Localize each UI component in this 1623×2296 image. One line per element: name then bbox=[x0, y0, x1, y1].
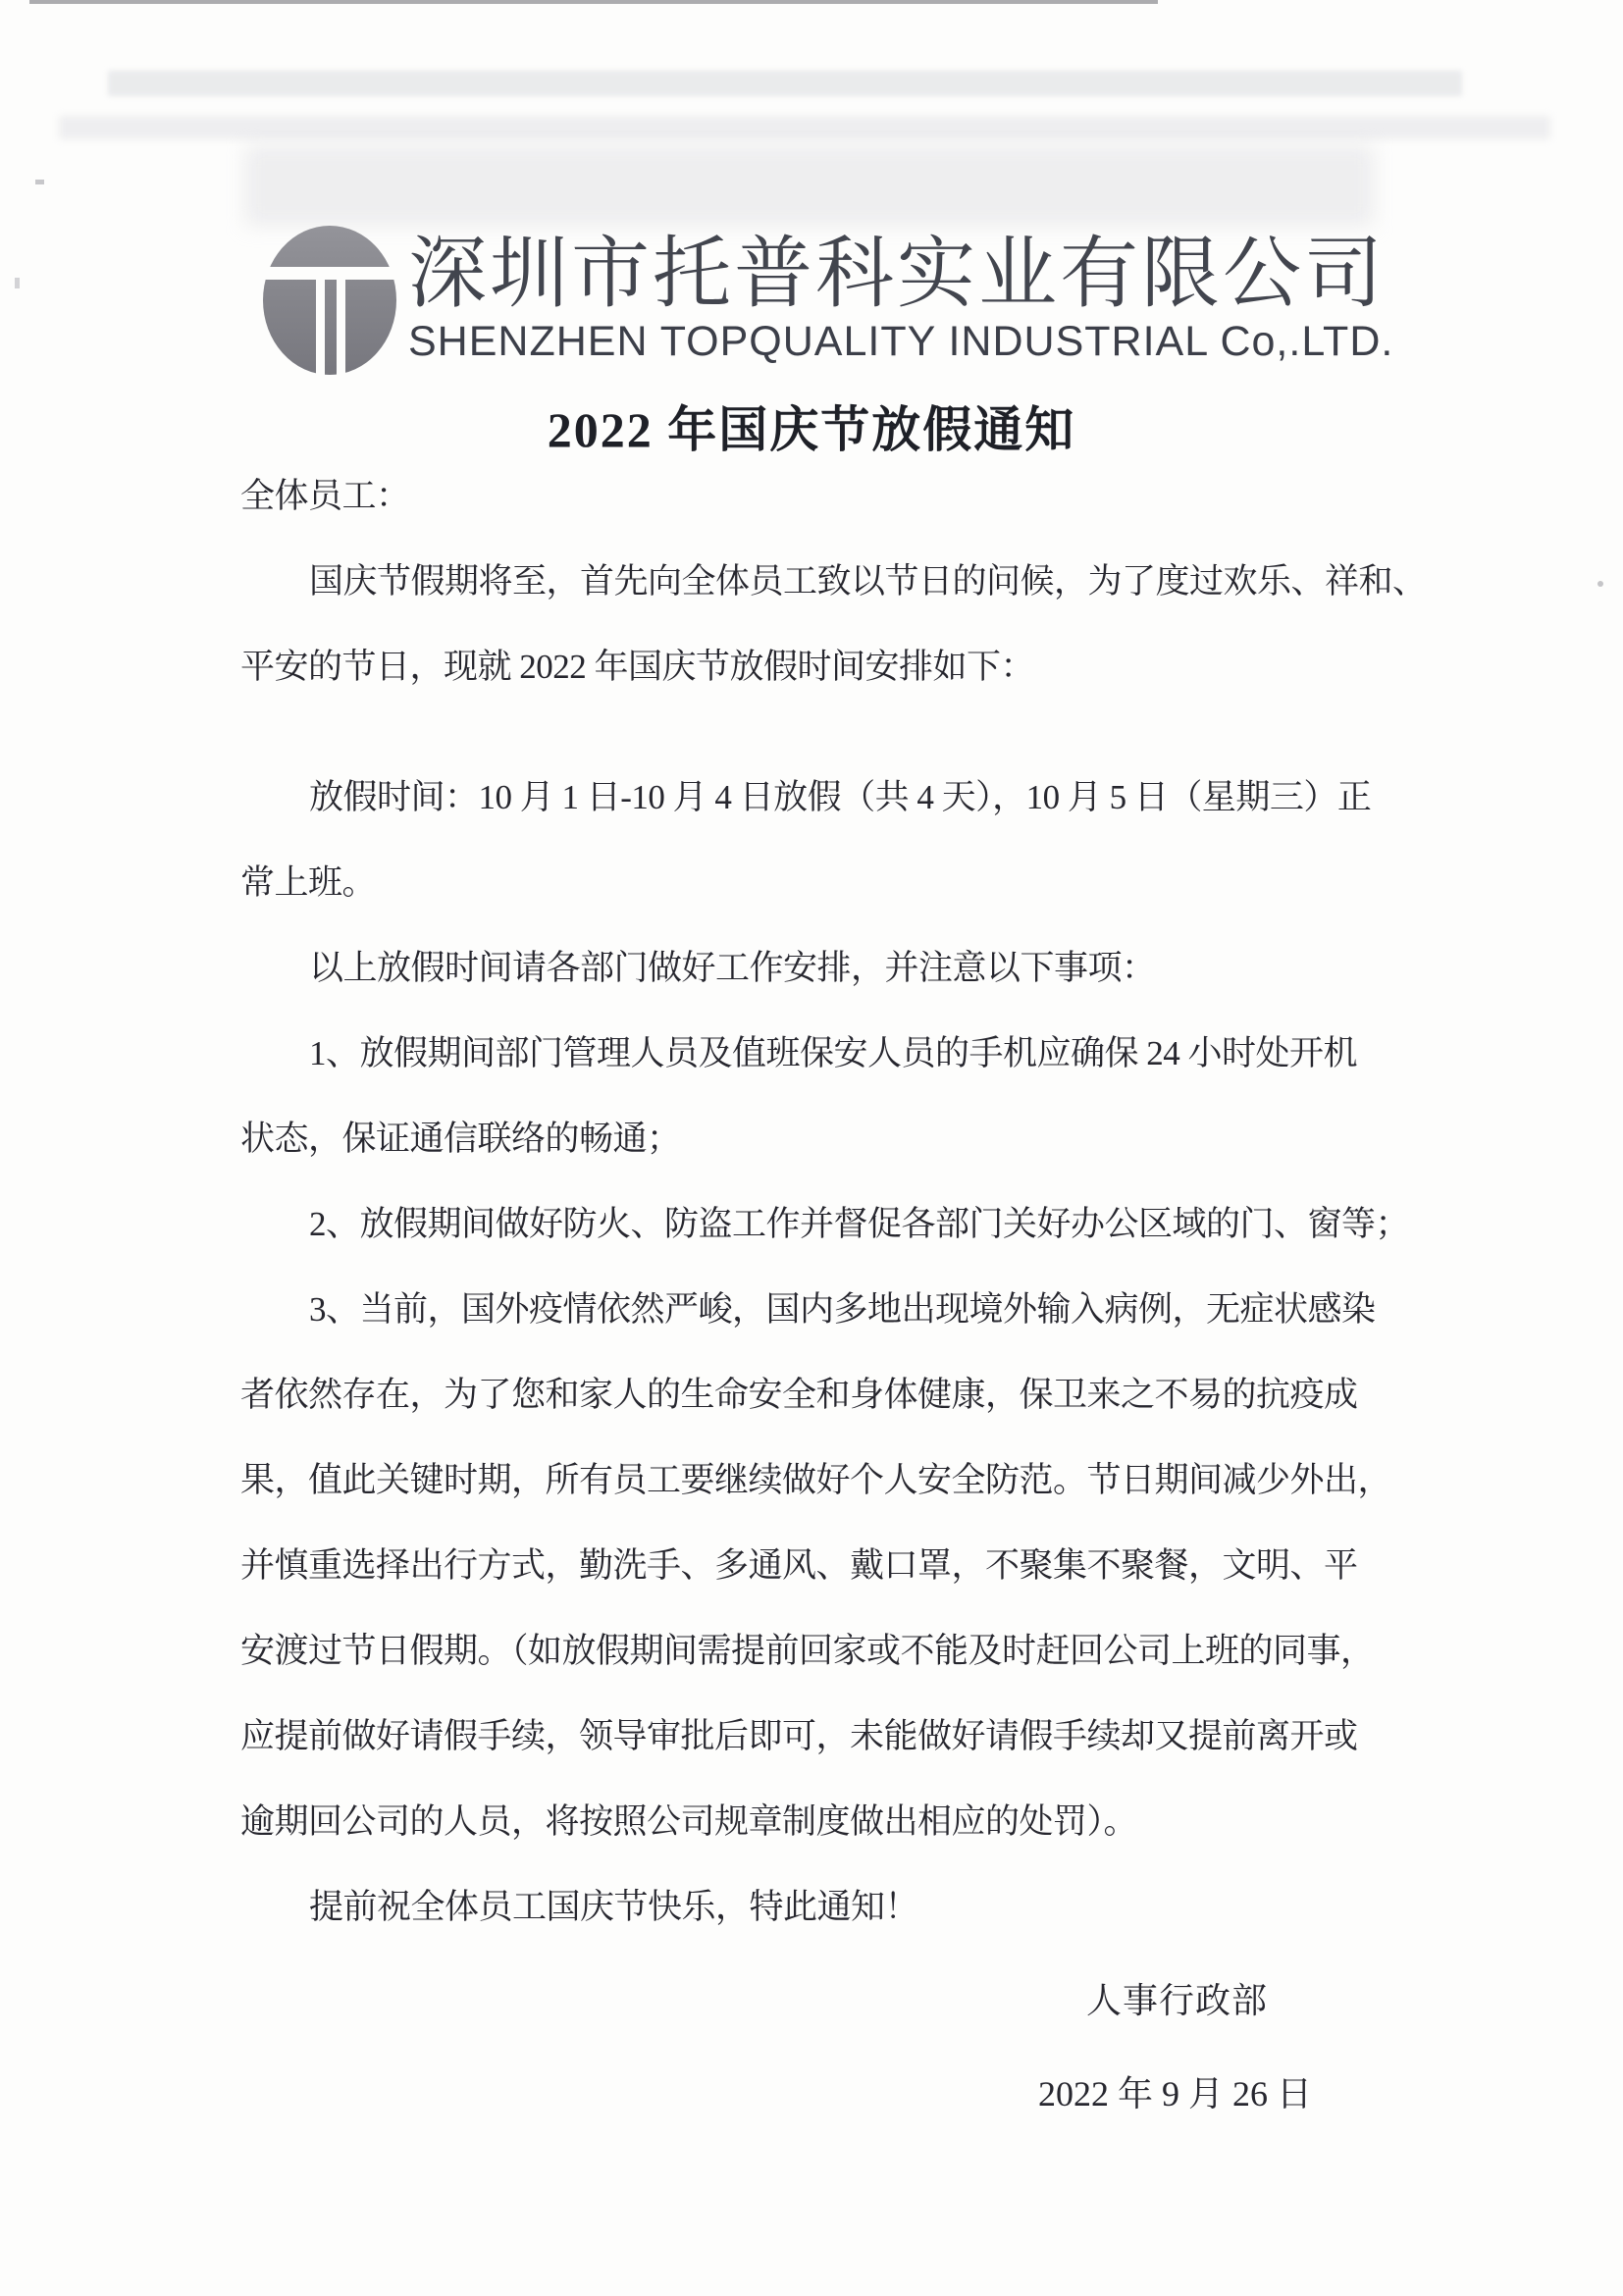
notice-line: 常上班。 bbox=[240, 863, 377, 902]
notice-line: 国庆节假期将至，首先向全体员工致以节日的问候，为了度过欢乐、祥和、 bbox=[309, 562, 1427, 600]
notice-line: 以上放假时间请各部门做好工作安排，并注意以下事项： bbox=[309, 949, 1156, 987]
scan-artifact bbox=[15, 278, 20, 288]
notice-line: 应提前做好请假手续，领导审批后即可，未能做好请假手续却又提前离开或 bbox=[240, 1717, 1358, 1755]
signature-department: 人事行政部 bbox=[1085, 1981, 1268, 2020]
company-name-cn: 深圳市托普科实业有限公司 bbox=[408, 232, 1386, 318]
scan-artifact bbox=[35, 180, 44, 184]
notice-line: 状态，保证通信联络的畅通； bbox=[240, 1120, 681, 1158]
notice-line: 者依然存在，为了您和家人的生命安全和身体健康，保卫来之不易的抗疫成 bbox=[240, 1376, 1358, 1414]
logo-stem-cutout bbox=[316, 273, 325, 377]
notice-line: 平安的节日，现就 2022 年国庆节放假时间安排如下： bbox=[240, 648, 1035, 686]
logo-crossbar-cutout bbox=[261, 267, 398, 280]
logo-circle bbox=[263, 226, 396, 375]
scan-artifact bbox=[1597, 581, 1603, 587]
notice-line: 1、放假期间部门管理人员及值班保安人员的手机应确保 24 小时处开机 bbox=[309, 1034, 1358, 1072]
notice-line: 并慎重选择出行方式，勤洗手、多通风、戴口罩，不聚集不聚餐，文明、平 bbox=[240, 1546, 1358, 1585]
notice-line: 全体员工： bbox=[240, 477, 410, 515]
notice-line: 2、放假期间做好防火、防盗工作并督促各部门关好办公区域的门、窗等； bbox=[309, 1205, 1410, 1243]
notice-body bbox=[240, 453, 1505, 1950]
notice-line: 逾期回公司的人员，将按照公司规章制度做出相应的处罚）。 bbox=[240, 1802, 1138, 1841]
signature-block bbox=[0, 1955, 1623, 2141]
signature-date: 2022 年 9 月 26 日 bbox=[1037, 2074, 1312, 2113]
notice-line: 安渡过节日假期。（如放假期间需提前回家或不能及时赶回公司上班的同事， bbox=[240, 1632, 1375, 1670]
company-name-en: SHENZHEN TOPQUALITY INDUSTRIAL Co,.LTD. bbox=[408, 318, 1394, 365]
notice-title: 2022 年国庆节放假通知 bbox=[547, 402, 1076, 457]
notice-line: 果，值此关键时期，所有员工要继续做好个人安全防范。节日期间减少外出， bbox=[240, 1461, 1392, 1499]
notice-line: 放假时间：10 月 1 日-10 月 4 日放假（共 4 天），10 月 5 日（星期三）正 bbox=[309, 778, 1372, 816]
notice-line: 3、当前，国外疫情依然严峻，国内多地出现境外输入病例，无症状感染 bbox=[309, 1290, 1376, 1329]
notice-line: 提前祝全体员工国庆节快乐，特此通知！ bbox=[309, 1888, 919, 1926]
scan-artifact bbox=[245, 145, 1374, 226]
letterhead bbox=[263, 222, 1393, 375]
scan-artifact bbox=[59, 116, 1550, 139]
company-names bbox=[408, 222, 1393, 363]
scan-artifact bbox=[108, 71, 1462, 96]
logo-stem-cutout bbox=[337, 273, 345, 377]
company-logo-icon bbox=[263, 222, 396, 375]
scan-edge-line bbox=[29, 0, 1158, 4]
